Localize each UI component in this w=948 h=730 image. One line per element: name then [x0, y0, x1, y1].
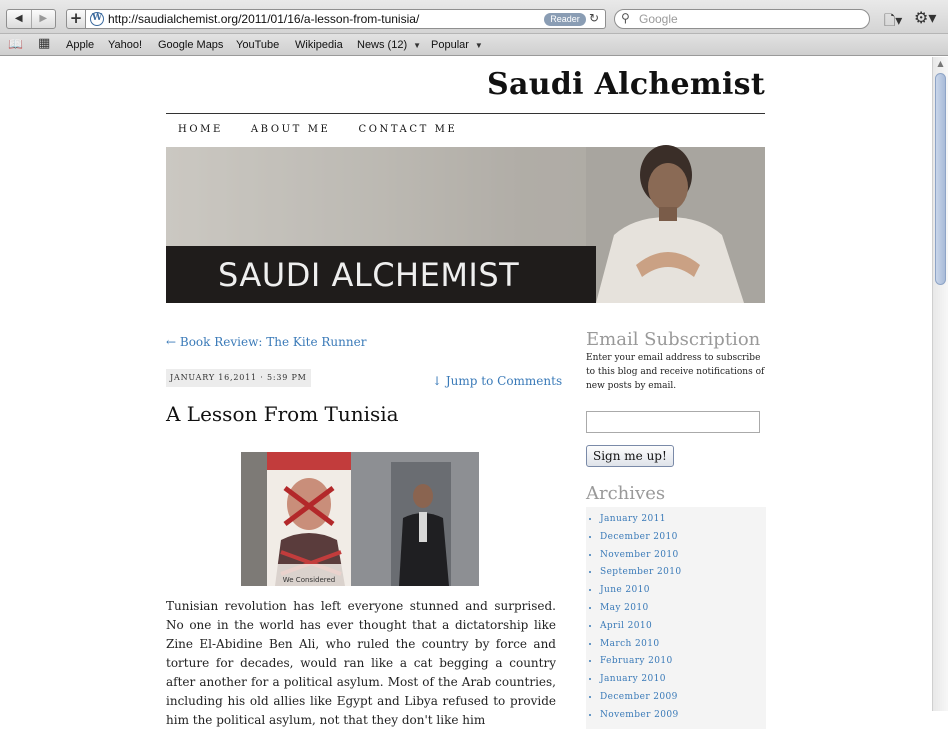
- archive-item[interactable]: • June 2010: [600, 582, 766, 600]
- bookmark-news-label: News (12): [357, 39, 408, 51]
- bookmark-google-maps[interactable]: Google Maps: [158, 39, 224, 51]
- archives-heading: Archives: [586, 483, 666, 504]
- protest-photo-graphic: [241, 452, 479, 586]
- chevron-down-icon: ▼: [413, 41, 422, 50]
- archive-item[interactable]: • November 2010: [600, 547, 766, 565]
- bookmark-popular-folder[interactable]: [431, 38, 483, 53]
- scroll-thumb[interactable]: [935, 73, 946, 285]
- jump-to-comments-link[interactable]: ↓ Jump to Comments: [432, 374, 563, 388]
- search-field[interactable]: [614, 9, 870, 29]
- bookmark-news-folder[interactable]: [357, 38, 421, 53]
- archive-item[interactable]: • January 2011: [600, 511, 766, 529]
- search-icon: ⚲: [621, 11, 630, 25]
- bookmark-youtube[interactable]: YouTube: [236, 39, 280, 51]
- post-body: Tunisian revolution has left everyone stunned and surprised. No one in the world has ever thought that a dictatorship like Zine El-Abidine Ben Ali, who ruled the country by force and torture for decades, would ran like a cat begging a country after another for a political asylum. Most of the Arab countries, including his old allies like Egypt and Libya refused to provide him the political asylum, not that they don't like him: [166, 599, 556, 727]
- archive-item[interactable]: • September 2010: [600, 564, 766, 582]
- nav-contact-me[interactable]: CONTACT ME: [358, 124, 458, 135]
- forward-arrow-icon[interactable]: ▶: [31, 10, 56, 28]
- archive-item[interactable]: • November 2009: [600, 707, 766, 725]
- wordpress-favicon-icon: W: [90, 12, 104, 26]
- chevron-down-icon: ▼: [474, 41, 483, 50]
- nav-about-me[interactable]: ABOUT ME: [250, 124, 331, 135]
- site-nav: [178, 123, 457, 137]
- search-placeholder: Google: [639, 12, 678, 26]
- archive-item[interactable]: • May 2010: [600, 600, 766, 618]
- reading-list-icon[interactable]: 📖: [8, 37, 23, 51]
- scroll-up-arrow-icon[interactable]: ▲: [937, 59, 944, 68]
- email-input[interactable]: [586, 411, 760, 433]
- page-menu-icon[interactable]: 🗋▾: [884, 13, 903, 29]
- add-bookmark-button[interactable]: +: [66, 9, 86, 29]
- post-date: JANUARY 16,2011 · 5:39 PM: [166, 369, 311, 387]
- nav-home[interactable]: HOME: [178, 124, 223, 135]
- archive-item[interactable]: • December 2010: [600, 529, 766, 547]
- bookmark-apple[interactable]: Apple: [66, 39, 95, 51]
- sign-me-up-button[interactable]: Sign me up!: [586, 445, 674, 467]
- browser-toolbar: [0, 0, 948, 34]
- bookmark-yahoo[interactable]: Yahoo!: [108, 39, 143, 51]
- bookmark-wikipedia[interactable]: Wikipedia: [295, 39, 343, 51]
- url-text[interactable]: http://saudialchemist.org/2011/01/16/a-lesson-from-tunisia/: [108, 12, 420, 26]
- post-image: [241, 452, 479, 586]
- bookmark-popular-label: Popular: [431, 39, 469, 51]
- reload-icon[interactable]: ↻: [589, 11, 600, 25]
- poster-caption: We Considered: [282, 576, 336, 584]
- back-forward-buttons: [6, 9, 56, 29]
- back-arrow-icon[interactable]: ◀: [14, 13, 23, 24]
- page-content: [0, 57, 932, 727]
- sidebar: [586, 329, 766, 729]
- previous-post-link[interactable]: ← Book Review: The Kite Runner: [166, 335, 367, 349]
- reader-button[interactable]: Reader: [544, 13, 586, 26]
- archive-item[interactable]: • April 2010: [600, 618, 766, 636]
- archives-list: [586, 507, 766, 729]
- header-divider: [166, 113, 765, 114]
- gear-icon[interactable]: ⚙▾: [914, 8, 937, 27]
- archive-item[interactable]: • January 2010: [600, 671, 766, 689]
- archive-item[interactable]: • February 2010: [600, 653, 766, 671]
- header-banner: [166, 147, 765, 303]
- archive-item[interactable]: • December 2009: [600, 689, 766, 707]
- site-title[interactable]: Saudi Alchemist: [487, 67, 765, 102]
- email-subscription-heading: Email Subscription: [586, 329, 761, 350]
- post-title: A Lesson From Tunisia: [166, 402, 399, 426]
- vertical-scrollbar[interactable]: [932, 57, 948, 711]
- banner-title: SAUDI ALCHEMIST: [218, 256, 520, 294]
- top-sites-icon[interactable]: ▦: [38, 36, 51, 51]
- bookmarks-bar: [0, 34, 948, 56]
- archive-item[interactable]: • March 2010: [600, 636, 766, 654]
- subscription-description: Enter your email address to subscribe to this blog and receive notifications of new posts by email.: [586, 353, 765, 391]
- address-bar[interactable]: [86, 9, 606, 29]
